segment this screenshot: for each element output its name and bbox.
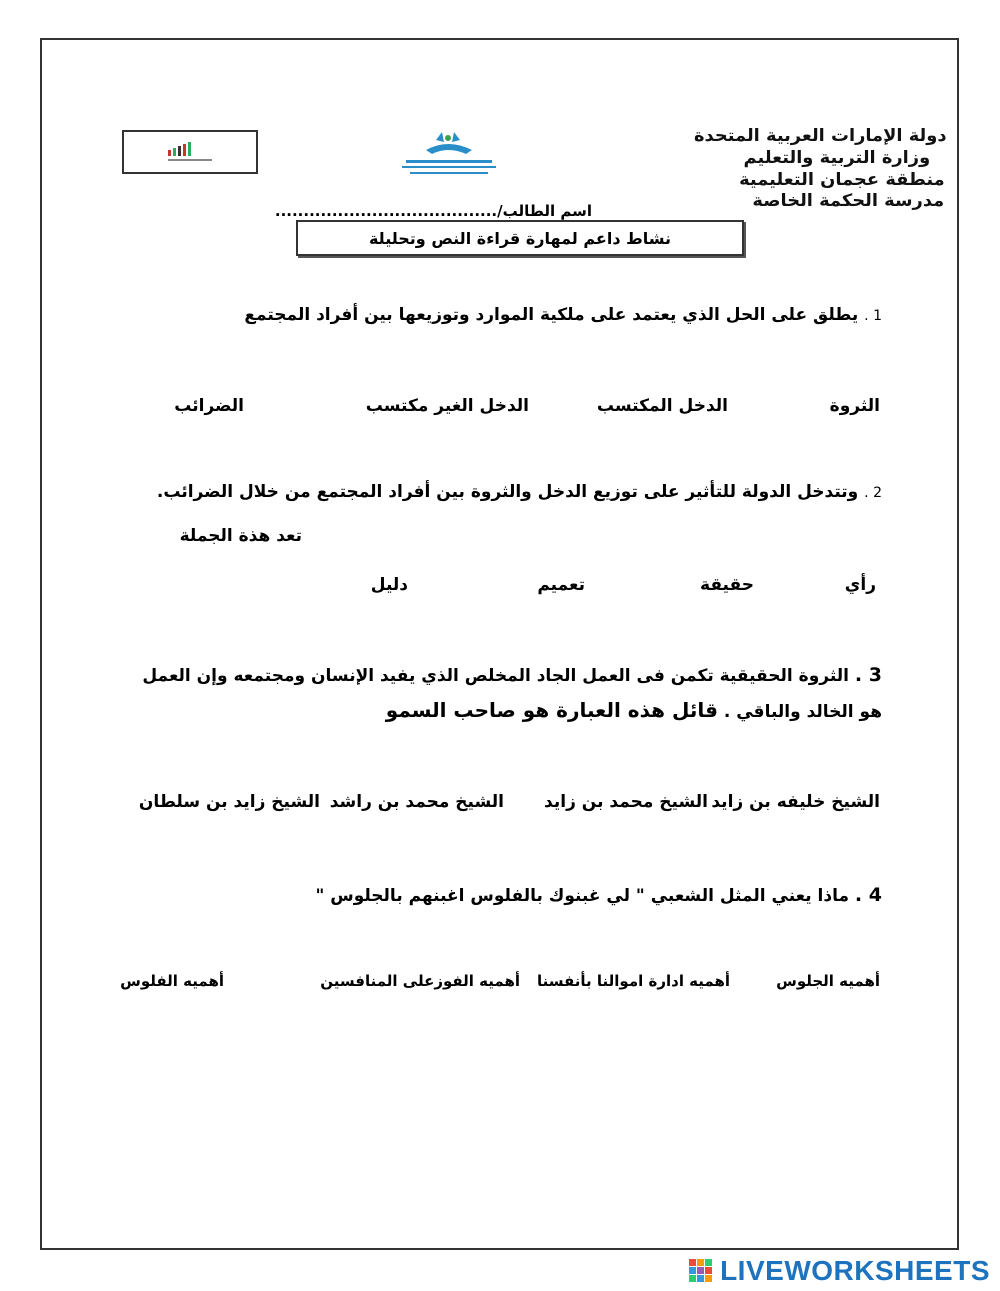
q4-option-2[interactable]: أهميه ادارة اموالنا بأنفسنا xyxy=(536,972,730,990)
header-school: مدرسة الحكمة الخاصة xyxy=(752,191,945,211)
question-1 xyxy=(244,305,882,325)
question-2-text: وتتدخل الدولة للتأثير على توزيع الدخل والثروة بين أفراد المجتمع من خلال الضرائب. xyxy=(156,482,859,502)
header-zone: منطقة عجمان التعليمية xyxy=(739,170,945,190)
question-3-line-1 xyxy=(142,664,882,686)
question-4-number: 4 . xyxy=(854,884,882,906)
question-1-number: 1 . xyxy=(864,308,882,324)
question-3-text-line-2a: هو الخالد والباقي . xyxy=(723,702,882,722)
liveworksheets-footer[interactable] xyxy=(688,1255,990,1287)
question-4 xyxy=(315,884,882,906)
q3-option-3[interactable]: الشيخ محمد بن راشد xyxy=(329,792,504,812)
left-logo-box xyxy=(122,130,258,174)
q1-option-4[interactable]: الضرائب xyxy=(174,396,244,416)
q2-option-1[interactable]: رأي xyxy=(844,575,876,595)
header-ministry: وزارة التربية والتعليم xyxy=(743,148,931,168)
q3-option-2[interactable]: الشيخ محمد بن زايد xyxy=(544,792,708,812)
question-3-text-line-1: الثروة الحقيقية تكمن فى العمل الجاد المخلص الذي يفيد الإنسان ومجتمعه وإن العمل xyxy=(142,666,849,686)
q4-option-1[interactable]: أهميه الجلوس xyxy=(776,972,880,990)
school-emblem-icon xyxy=(396,128,502,184)
q1-option-3[interactable]: الدخل الغير مكتسب xyxy=(365,396,529,416)
q2-option-2[interactable]: حقيقة xyxy=(700,575,754,595)
q4-option-4[interactable]: أهميه الفلوس xyxy=(120,972,224,990)
question-1-text: يطلق على الحل الذي يعتمد على ملكية الموارد وتوزيعها بين أفراد المجتمع xyxy=(244,305,859,325)
header-country: دولة الإمارات العربية المتحدة xyxy=(693,126,947,146)
q2-option-3[interactable]: تعميم xyxy=(537,575,585,595)
school-logo xyxy=(396,128,502,184)
activity-title-box xyxy=(296,220,744,256)
q4-option-3[interactable]: أهميه الفوزعلى المنافسين xyxy=(320,972,520,990)
liveworksheets-brand: LIVEWORKSHEETS xyxy=(720,1255,990,1286)
question-4-text: ماذا يعني المثل الشعبي " لي غبنوك بالفلوس اغبنهم بالجلوس " xyxy=(315,886,849,906)
q3-option-1[interactable]: الشيخ خليفه بن زايد xyxy=(711,792,880,812)
q1-option-1[interactable]: الثروة xyxy=(829,396,880,416)
question-3-number: 3 . xyxy=(854,664,882,686)
question-3-text-line-2b: قائل هذه العبارة هو صاحب السمو xyxy=(385,698,718,722)
q2-option-4[interactable]: دليل xyxy=(370,575,408,595)
student-name-label: اسم الطالب/....................................... xyxy=(274,202,592,220)
activity-title: نشاط داعم لمهارة قراءة النص وتحليلة xyxy=(368,228,672,248)
liveworksheets-logo-icon xyxy=(688,1258,714,1284)
question-3-line-2 xyxy=(386,698,882,722)
question-2-prompt: تعد هذة الجملة xyxy=(179,526,302,546)
ministry-logo-icon xyxy=(160,140,220,164)
q1-option-2[interactable]: الدخل المكتسب xyxy=(596,396,728,416)
question-2-number: 2 . xyxy=(864,485,882,501)
q3-option-4[interactable]: الشيخ زايد بن سلطان xyxy=(138,792,320,812)
question-2 xyxy=(157,482,882,502)
